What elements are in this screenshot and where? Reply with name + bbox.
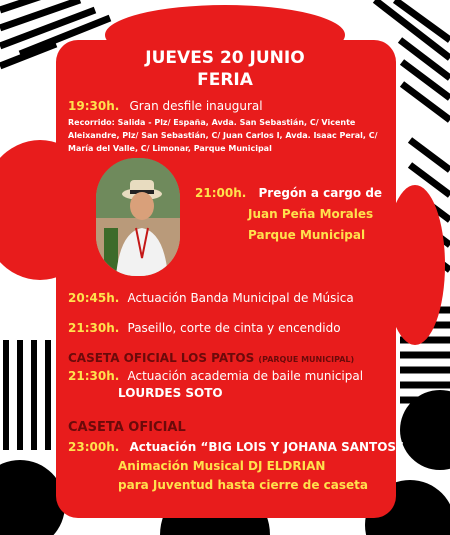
section-caseta-oficial: CASETA OFICIAL	[68, 420, 186, 435]
photo-portrait	[96, 158, 180, 276]
youth-label: para Juventud hasta cierre de caseta	[118, 478, 368, 492]
time-2045: 20:45h. Actuación Banda Municipal de Música	[68, 291, 354, 305]
activity-label: Gran desfile inaugural	[129, 99, 263, 113]
time-2130a: 21:30h. Paseillo, corte de cinta y encendido	[68, 321, 341, 335]
route-text: Recorrido: Salida - Plz/ España, Avda. San Sebastián, C/ Vicente Aleixandre, Plz/ San Sebastián, C/ Juan Carlos I, Avda. Isaac Peral, C/ María del Valle, C/ Limonar, Parque Municipal	[68, 118, 378, 153]
section-caseta-patos: CASETA OFICIAL LOS PATOS (PARQUE MUNICIPAL)	[68, 351, 355, 365]
event-title: FERIA	[197, 70, 253, 90]
stripes-left	[6, 340, 48, 450]
portrait-illustration	[96, 158, 180, 276]
time-2300: 23:00h. Actuación “BIG LOIS Y JOHANA SANTOS”	[68, 440, 404, 454]
time-1930	[68, 99, 263, 113]
speaker-name: Juan Peña Morales	[248, 207, 374, 221]
time-label: 19:30h.	[68, 99, 120, 113]
dj-label: Animación Musical DJ ELDRIAN	[118, 459, 326, 473]
performer-name: LOURDES SOTO	[118, 386, 223, 400]
date-title: JUEVES 20 JUNIO	[145, 48, 305, 68]
venue-label: Parque Municipal	[248, 228, 366, 242]
time-2130b: 21:30h. Actuación academia de baile municipal	[68, 369, 364, 383]
time-2100: 21:00h. Pregón a cargo de	[195, 186, 383, 200]
